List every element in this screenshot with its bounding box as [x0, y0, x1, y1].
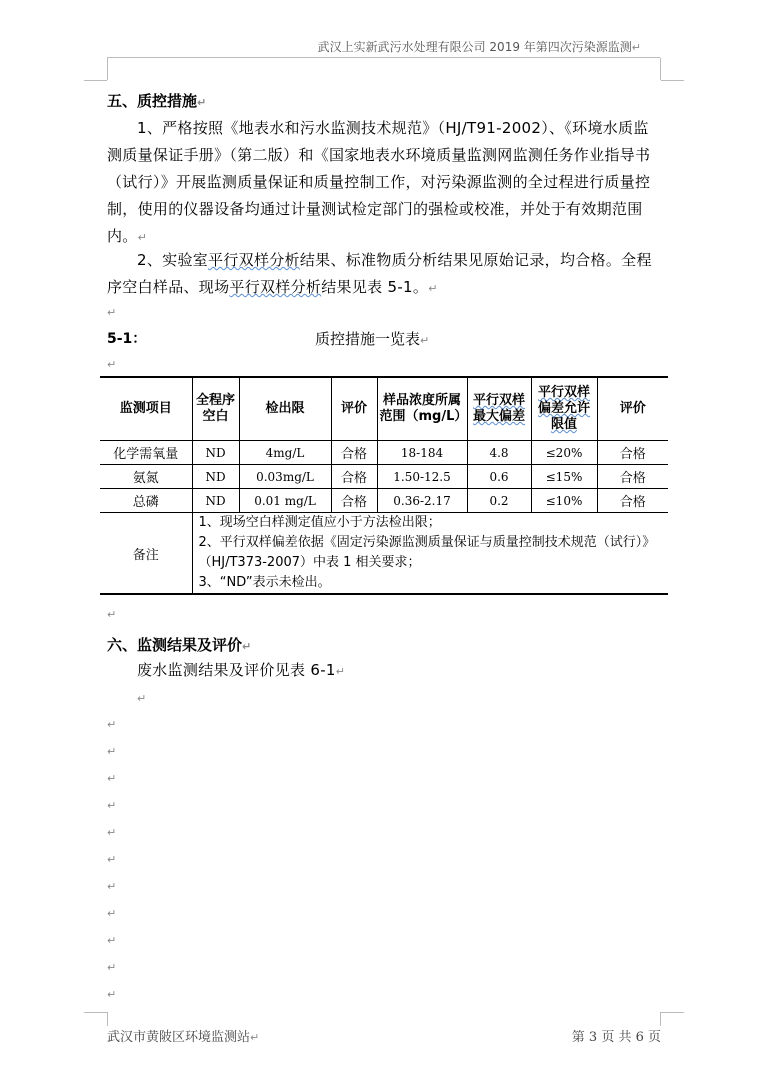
table-cell: 合格 — [597, 441, 668, 465]
table-cell: 合格 — [331, 441, 377, 465]
table-cell: 4.8 — [467, 441, 531, 465]
section-5-para-1: 1、严格按照《地表水和污水监测技术规范》（HJ/T91-2002）、《环境水质监测质量保证手册》（第二版）和《国家地表水环境质量监测网监测任务作业指导书（试行）》开展监测质量保证和质量控制工作，对污染源监测的全过程进行质量控制，使用的仪器设备均通过计量测试检定部门的强检或校准，并处于有效期范围内。↵ — [107, 119, 651, 245]
crop-mark — [660, 58, 661, 80]
table-header: 平行双样偏差允许限值 — [531, 377, 597, 441]
empty-paragraph: ↵ — [107, 799, 117, 812]
empty-paragraph: ↵ — [107, 907, 117, 920]
table-cell: 0.6 — [467, 465, 531, 489]
empty-paragraph: ↵ — [107, 306, 117, 319]
section-6-heading: 六、监测结果及评价↵ — [107, 636, 252, 654]
page-header-text: 武汉上实新武污水处理有限公司 2019 年第四次污染源监测 — [317, 40, 632, 54]
table-cell: ND — [192, 441, 239, 465]
table-title: 质控措施一览表↵ — [315, 330, 430, 348]
crop-mark — [661, 1012, 684, 1013]
crop-mark — [661, 80, 684, 81]
table-cell: 1.50-12.5 — [377, 465, 467, 489]
empty-paragraph: ↵ — [107, 934, 117, 947]
table-cell: 总磷 — [100, 489, 192, 513]
section-6-para: 废水监测结果及评价见表 6-1↵ — [137, 661, 346, 679]
empty-paragraph: ↵ — [107, 880, 117, 893]
table-header-row — [100, 377, 668, 441]
remark-line: 1、现场空白样测定值应小于方法检出限； — [198, 515, 441, 530]
table-remark-row — [100, 513, 668, 595]
table-header: 样品浓度所属范围（mg/L） — [377, 377, 467, 441]
crop-mark — [107, 1012, 108, 1026]
table-cell: 合格 — [331, 465, 377, 489]
table-header: 平行双样最大偏差 — [467, 377, 531, 441]
table-cell: 18-184 — [377, 441, 467, 465]
table-cell: 氨氮 — [100, 465, 192, 489]
empty-paragraph: ↵ — [107, 988, 117, 1001]
table-row — [100, 465, 668, 489]
table-header: 检出限 — [239, 377, 331, 441]
table-cell: ND — [192, 489, 239, 513]
remark-cell — [192, 513, 668, 595]
table-cell: 合格 — [597, 465, 668, 489]
table-cell: 0.01 mg/L — [239, 489, 331, 513]
table-cell: 0.03mg/L — [239, 465, 331, 489]
table-cell: 合格 — [597, 489, 668, 513]
table-header: 评价 — [331, 377, 377, 441]
remark-line: 3、“ND”表示未检出。 — [198, 575, 331, 590]
table-row — [100, 489, 668, 513]
page-header: 武汉上实新武污水处理有限公司 2019 年第四次污染源监测↵ — [317, 40, 641, 54]
crop-mark — [84, 80, 107, 81]
remark-line: 2、平行双样偏差依据《固定污染源监测质量保证与质量控制技术规范（试行）》（HJ/T373-2007）中表 1 相关要求； — [198, 535, 656, 570]
crop-mark — [660, 1012, 661, 1026]
crop-mark — [84, 1012, 107, 1013]
empty-paragraph: ↵ — [107, 608, 117, 621]
table-label: 5-1： — [107, 331, 147, 347]
empty-paragraph: ↵ — [137, 692, 147, 705]
table-header: 评价 — [597, 377, 668, 441]
table-cell: 0.2 — [467, 489, 531, 513]
table-cell: 4mg/L — [239, 441, 331, 465]
table-cell: ≤10% — [531, 489, 597, 513]
empty-paragraph: ↵ — [107, 961, 117, 974]
empty-paragraph: ↵ — [107, 745, 117, 758]
empty-paragraph: ↵ — [107, 358, 117, 371]
table-cell: ND — [192, 465, 239, 489]
empty-paragraph: ↵ — [107, 772, 117, 785]
table-header: 全程序空白 — [192, 377, 239, 441]
table-row — [100, 441, 668, 465]
remark-label: 备注 — [100, 513, 192, 595]
empty-paragraph: ↵ — [107, 826, 117, 839]
section-5-para-2: 2、实验室平行双样分析结果、标准物质分析结果见原始记录，均合格。全程序空白样品、现场平行双样分析结果见表 5-1。↵ — [107, 251, 652, 296]
header-rule — [107, 57, 660, 58]
table-header: 监测项目 — [100, 377, 192, 441]
footer-left: 武汉市黄陂区环境监测站↵ — [107, 1030, 260, 1045]
section-5-heading: 五、质控措施↵ — [107, 92, 207, 110]
footer-page-number: 第 3 页 共 6 页 — [571, 1030, 661, 1045]
table-cell: ≤20% — [531, 441, 597, 465]
crop-mark — [107, 58, 108, 80]
table-cell: 化学需氧量 — [100, 441, 192, 465]
empty-paragraph: ↵ — [107, 718, 117, 731]
empty-paragraph: ↵ — [107, 853, 117, 866]
table-cell: 0.36-2.17 — [377, 489, 467, 513]
qc-table — [100, 376, 668, 595]
table-cell: 合格 — [331, 489, 377, 513]
table-cell: ≤15% — [531, 465, 597, 489]
